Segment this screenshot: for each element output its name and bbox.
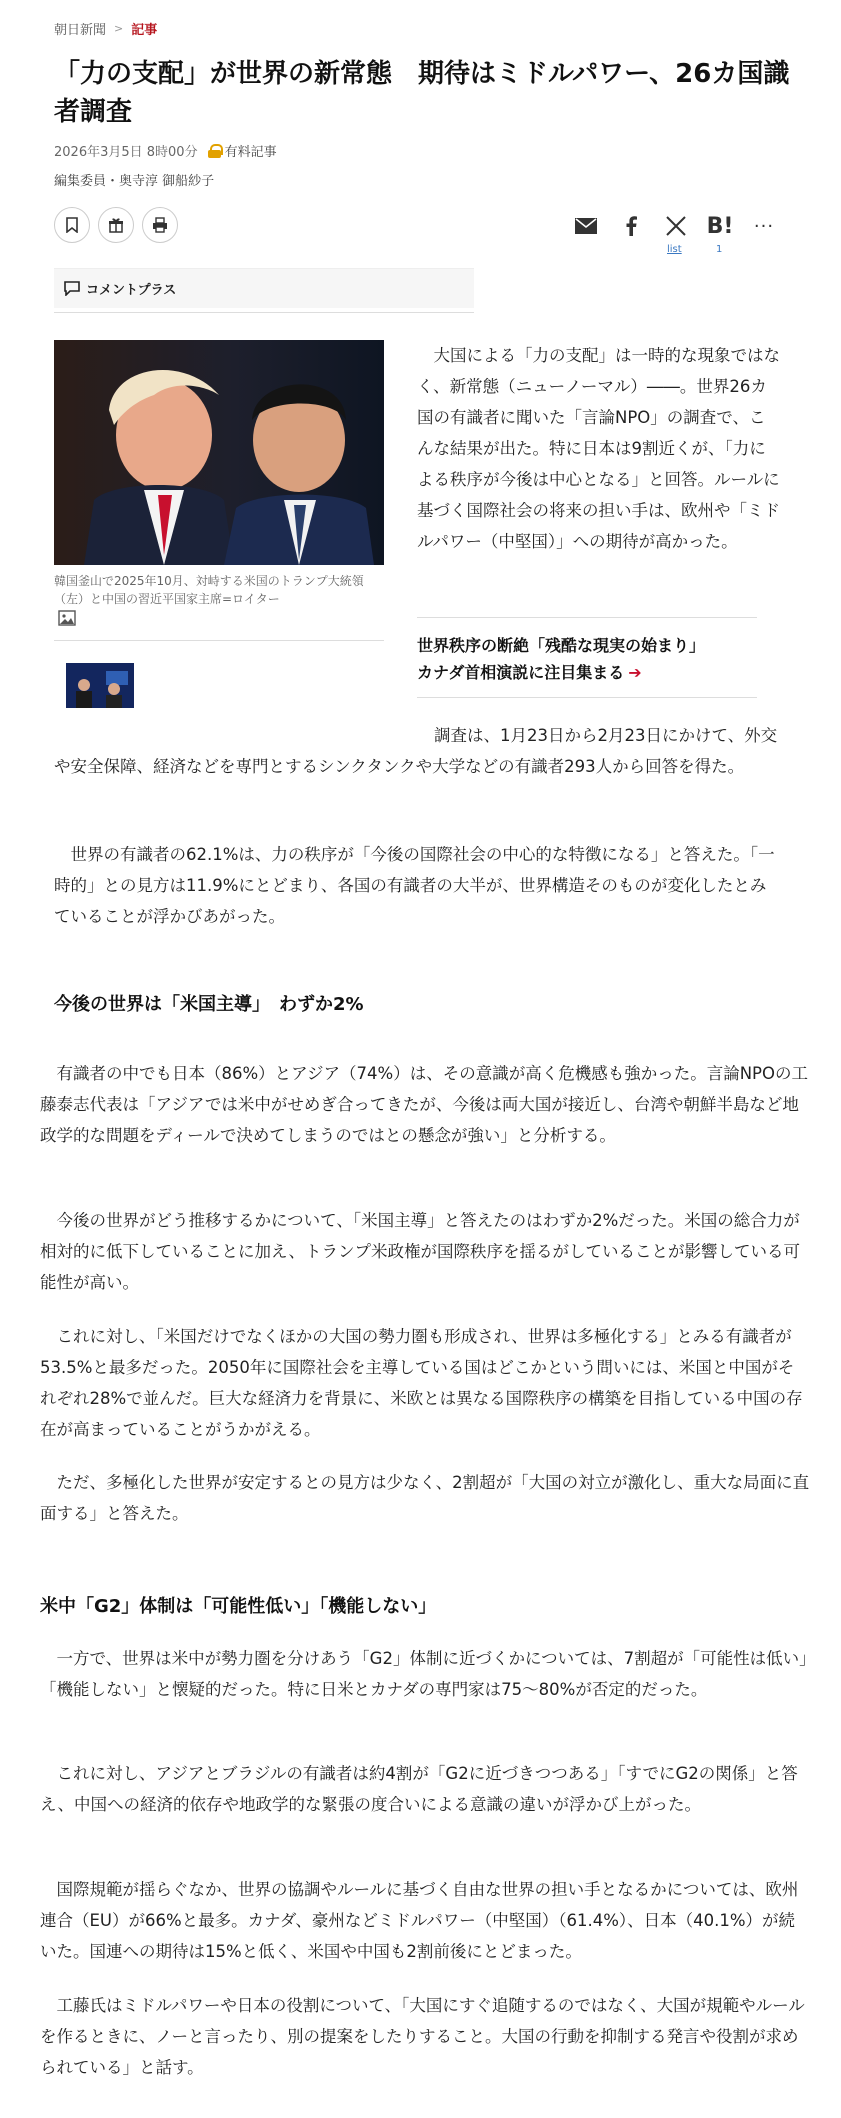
body-paragraph: ただ、多極化した世界が安定するとの見方は少なく、2割超が「大国の対立が激化し、重大な局面に直面する」と答えた。: [40, 1473, 810, 1523]
section-heading: 今後の世界は「米国主導」 わずか2%: [54, 994, 364, 1015]
hatena-share-button[interactable]: [706, 212, 734, 240]
more-share-button[interactable]: [750, 212, 778, 240]
breadcrumb-separator-icon: >: [114, 22, 124, 35]
body-paragraph: 調査は、1月23日から2月23日にかけて、外交や安全保障、経済などを専門とするシンクタンクや大学などの有識者293人から回答を得た。: [54, 726, 778, 776]
mail-icon: [575, 218, 597, 234]
arrow-right-icon: ➔: [628, 663, 642, 682]
thumbnail-illustration: [66, 663, 134, 708]
section-heading: 米中「G2」体制は「可能性低い」「機能しない」: [40, 1596, 437, 1617]
body-paragraph: これに対し、アジアとブラジルの有識者は約4割が「G2に近づきつつある」「すでにG2の関係」と答え、中国への経済的依存や地政学的な緊張の度合いによる意識の違いが浮かび上がった。: [40, 1764, 798, 1814]
gallery-button[interactable]: [58, 610, 76, 630]
lock-icon: [208, 144, 221, 158]
paid-label: 有料記事: [224, 145, 277, 160]
comment-icon: [64, 281, 80, 296]
gift-button[interactable]: [98, 207, 134, 243]
breadcrumb-home-link[interactable]: 朝日新聞: [54, 23, 107, 38]
divider: [54, 312, 474, 313]
publish-date: 2026年3月5日 8時00分: [54, 145, 198, 160]
author-byline: 編集委員・奥寺淳 御船紗子: [54, 174, 215, 189]
list-link[interactable]: list: [667, 244, 682, 255]
divider: [417, 617, 757, 618]
lead-paragraph: 大国による「力の支配」は一時的な現象ではなく、新常態（ニューノーマル）――。世界26カ国の有識者に聞いた「言論NPO」の調査で、こんな結果が出た。特に日本は9割近くが、「力による秩序が今後は中心となる」と回答。ルールに基づく国際社会の将来の担い手は、欧州や「ミドルパワー（中堅国）」への期待が高かった。: [417, 346, 780, 551]
print-button[interactable]: [142, 207, 178, 243]
related-article-link[interactable]: [417, 632, 777, 686]
hatena-count: 1: [716, 244, 723, 255]
body-paragraph: 有識者の中でも日本（86%）とアジア（74%）は、その意識が高く危機感も強かった。言論NPOの工藤泰志代表は「アジアでは米中がせめぎ合ってきたが、今後は両大国が接近し、台湾や朝鮮半島など地政学的な問題をディールで決めてしまうのではとの懸念が強い」と分析する。: [40, 1064, 808, 1145]
facebook-icon: [625, 216, 637, 236]
printer-icon: [152, 217, 168, 233]
image-gallery-icon: [58, 610, 76, 626]
article-meta: [54, 141, 277, 160]
comment-plus-bar[interactable]: [54, 268, 474, 308]
body-paragraph: 一方で、世界は米中が勢力圏を分けあう「G2」体制に近づくかについては、7割超が「可能性は低い」「機能しない」と懐疑的だった。特に日米とカナダの専門家は75～80%が否定的だった。: [40, 1649, 808, 1699]
breadcrumb-current: 記事: [131, 23, 158, 38]
divider: [54, 640, 384, 641]
photo-illustration: [54, 340, 384, 565]
facebook-share-button[interactable]: [617, 212, 645, 240]
paid-badge: [208, 141, 277, 160]
gift-icon: [108, 217, 124, 233]
photo-caption: 韓国釜山で2025年10月、対峙する米国のトランプ大統領（左）と中国の習近平国家主席=ロイター: [54, 574, 364, 606]
main-photo[interactable]: [54, 340, 384, 565]
breadcrumb: [54, 19, 157, 38]
bookmark-button[interactable]: [54, 207, 90, 243]
hatena-icon: B!: [706, 213, 734, 239]
x-share-button[interactable]: [662, 212, 690, 240]
article-title: 「力の支配」が世界の新常態 期待はミドルパワー、26カ国識者調査: [54, 59, 790, 127]
body-paragraph: 今後の世界がどう推移するかについて、「米国主導」と答えたのはわずか2%だった。米国の総合力が相対的に低下していることに加え、トランプ米政権が国際秩序を揺るがしていることが影響している可能性が高い。: [40, 1211, 800, 1292]
video-thumbnail[interactable]: [66, 663, 134, 708]
related-line-2: カナダ首相演説に注目集まる: [417, 663, 625, 682]
body-paragraph: これに対し、「米国だけでなくほかの大国の勢力圏も形成され、世界は多極化する」とみる有識者が53.5%と最多だった。2050年に国際社会を主導している国はどこかという問いには、米国と中国がそれぞれ28%で並んだ。巨大な経済力を背景に、米欧とは異なる国際秩序の構築を目指している中国の存在が高まっていることがうかがえる。: [40, 1327, 803, 1439]
comment-plus-label: コメントプラス: [86, 283, 177, 298]
bookmark-icon: [65, 217, 79, 233]
more-icon: ···: [753, 215, 775, 237]
x-icon: [666, 216, 686, 236]
body-paragraph: 世界の有識者の62.1%は、力の秩序が「今後の国際社会の中心的な特徴になる」と答えた。「一時的」との見方は11.9%にとどまり、各国の有識者の大半が、世界構造そのものが変化したとみていることが浮かびあがった。: [54, 845, 775, 926]
mail-share-button[interactable]: [572, 212, 600, 240]
body-paragraph: 国際規範が揺らぐなか、世界の協調やルールに基づく自由な世界の担い手となるかについては、欧州連合（EU）が66%と最多。カナダ、豪州などミドルパワー（中堅国）（61.4%）、日本（40.1%）が続いた。国連への期待は15%と低く、米国や中国も2割前後にとどまった。: [40, 1880, 799, 1961]
related-line-1: 世界秩序の断絶「残酷な現実の始まり」: [417, 636, 706, 655]
body-paragraph: 工藤氏はミドルパワーや日本の役割について、「大国にすぐ追随するのではなく、大国が規範やルールを作るときに、ノーと言ったり、別の提案をしたりすること。大国の行動を抑制する発言や役割が求められている」と話す。: [40, 1996, 805, 2077]
divider: [417, 697, 757, 698]
